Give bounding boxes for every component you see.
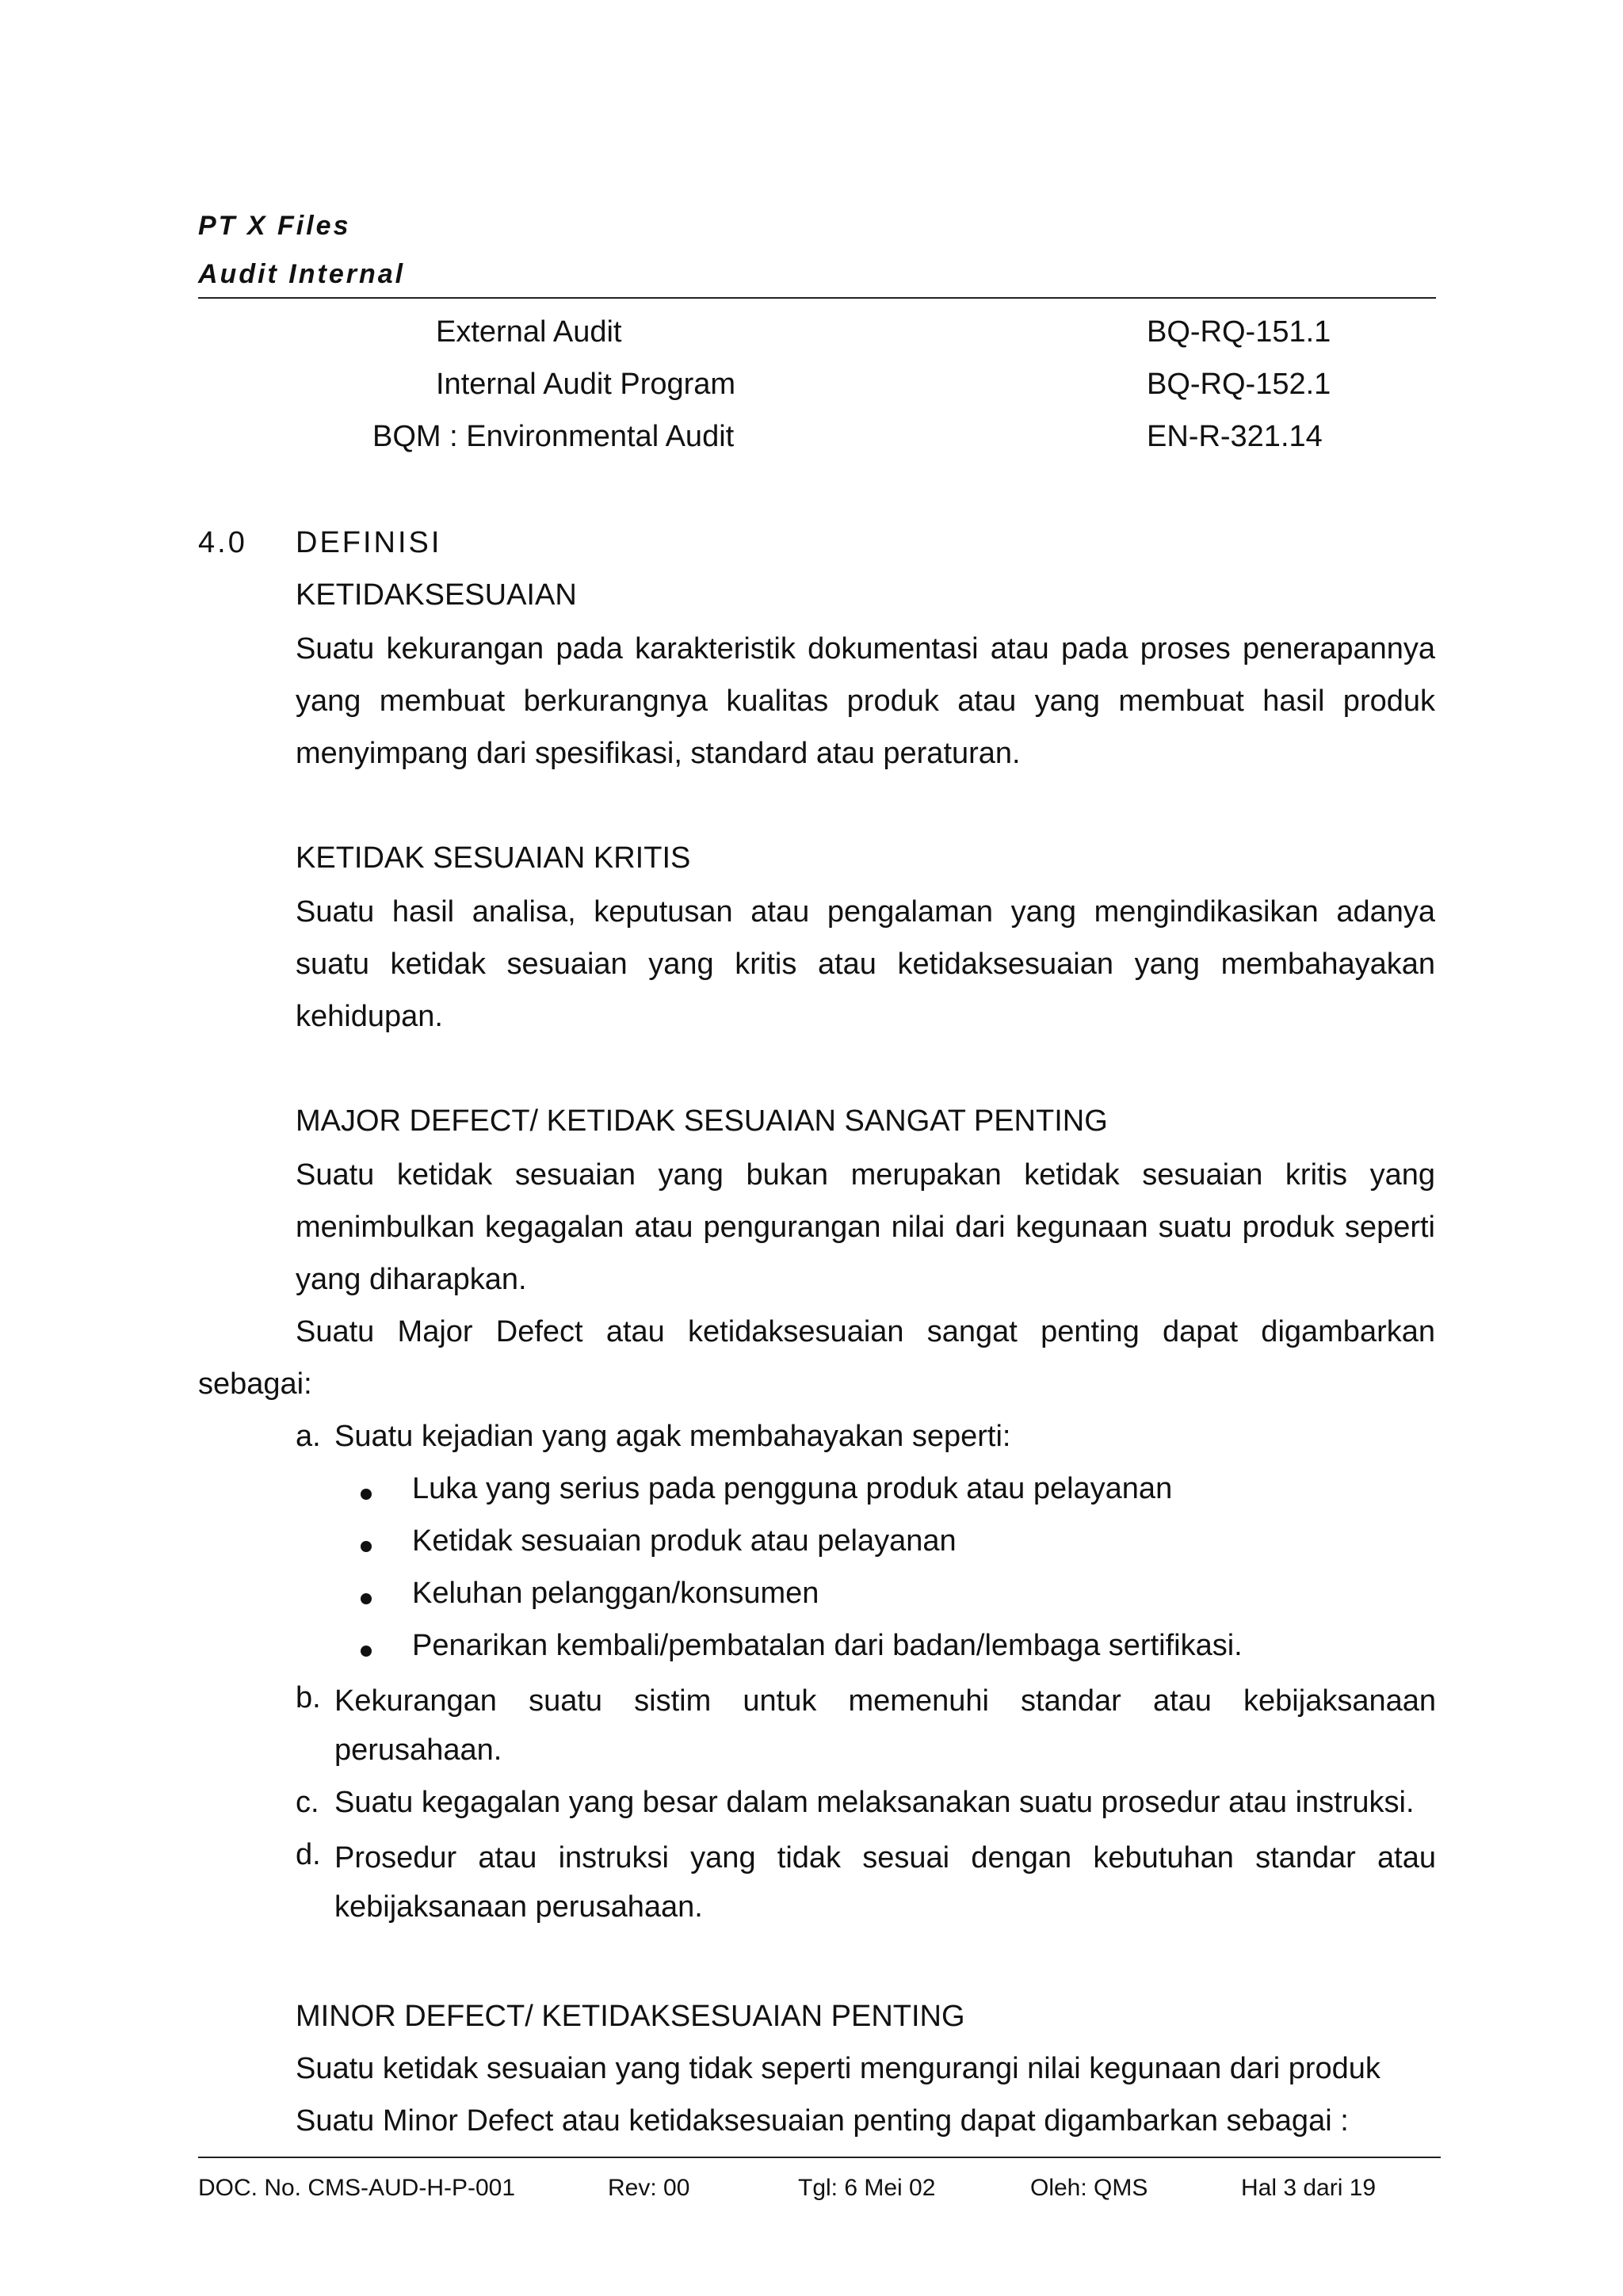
definition-intro-continuation: sebagai: [198, 1367, 312, 1401]
definition-line: yang membuat berkurangnya kualitas produk atau yang membuat hasil produk [296, 685, 1435, 718]
list-marker: b. [296, 1681, 321, 1714]
definition-line: Suatu kekurangan pada karakteristik dokumentasi atau pada proses penerapannya [296, 632, 1435, 666]
reference-code: BQ-RQ-151.1 [1147, 315, 1331, 349]
list-marker: c. [296, 1786, 319, 1819]
definition-line: suatu ketidak sesuaian yang kritis atau ketidaksesuaian yang membahayakan [296, 948, 1435, 981]
footer-page-number: Hal 3 dari 19 [1241, 2175, 1377, 2201]
list-item-text: Suatu kegagalan yang besar dalam melaksanakan suatu prosedur atau instruksi. [334, 1786, 1415, 1819]
bullet-item-text: Ketidak sesuaian produk atau pelayanan [412, 1524, 957, 1558]
definition-line: kehidupan. [296, 1000, 443, 1033]
definition-line: menyimpang dari spesifikasi, standard atau peraturan. [296, 737, 1021, 770]
bullet-icon [361, 1541, 372, 1552]
definition-term: KETIDAK SESUAIAN KRITIS [296, 841, 691, 875]
footer-revision: Rev: 00 [608, 2175, 690, 2201]
section-title: DEFINISI [296, 526, 442, 559]
definition-term: KETIDAKSESUAIAN [296, 578, 577, 612]
bullet-icon [361, 1489, 372, 1500]
list-item-continuation: kebijaksanaan perusahaan. [334, 1890, 703, 1924]
list-item-continuation: perusahaan. [334, 1733, 502, 1767]
definition-line: menimbulkan kegagalan atau pengurangan nilai dari kegunaan suatu produk seperti [296, 1211, 1435, 1244]
reference-code: EN-R-321.14 [1147, 420, 1323, 453]
definition-line: yang diharapkan. [296, 1263, 527, 1296]
bullet-item-text: Luka yang serius pada pengguna produk atau pelayanan [412, 1472, 1173, 1505]
definition-intro-line: Suatu Major Defect atau ketidaksesuaian sangat penting dapat digambarkan [296, 1315, 1435, 1348]
definition-line: Suatu ketidak sesuaian yang tidak seperti mengurangi nilai kegunaan dari produk [296, 2052, 1381, 2085]
bullet-item-text: Penarikan kembali/pembatalan dari badan/lembaga sertifikasi. [412, 1629, 1243, 1662]
footer-date: Tgl: 6 Mei 02 [798, 2175, 936, 2201]
definition-line: Suatu Minor Defect atau ketidaksesuaian penting dapat digambarkan sebagai : [296, 2104, 1349, 2138]
company-name: PT X Files [198, 211, 351, 241]
reference-name: External Audit [436, 315, 622, 349]
list-item-text: Suatu kejadian yang agak membahayakan seperti: [334, 1420, 1011, 1453]
reference-code: BQ-RQ-152.1 [1147, 368, 1331, 401]
section-number: 4.0 [198, 526, 247, 559]
bullet-icon [361, 1593, 372, 1604]
definition-term: MAJOR DEFECT/ KETIDAK SESUAIAN SANGAT PENTING [296, 1104, 1108, 1138]
list-marker: a. [296, 1420, 321, 1453]
bullet-icon [361, 1646, 372, 1657]
list-marker: d. [296, 1838, 321, 1871]
list-item-text: Prosedur atau instruksi yang tidak sesuai dengan kebutuhan standar atau [334, 1841, 1436, 1875]
reference-name: Internal Audit Program [436, 368, 736, 401]
definition-line: Suatu ketidak sesuaian yang bukan merupakan ketidak sesuaian kritis yang [296, 1158, 1435, 1192]
reference-name: BQM : Environmental Audit [372, 420, 735, 453]
document-title: Audit Internal [198, 259, 406, 289]
list-item-text: Kekurangan suatu sistim untuk memenuhi standar atau kebijaksanaan [334, 1684, 1436, 1718]
definition-term: MINOR DEFECT/ KETIDAKSESUAIAN PENTING [296, 2000, 965, 2033]
footer-doc-number: DOC. No. CMS-AUD-H-P-001 [198, 2175, 516, 2201]
header-divider [198, 297, 1436, 299]
footer-divider [198, 2157, 1441, 2158]
bullet-item-text: Keluhan pelanggan/konsumen [412, 1577, 819, 1610]
footer-author: Oleh: QMS [1030, 2175, 1148, 2201]
definition-line: Suatu hasil analisa, keputusan atau pengalaman yang mengindikasikan adanya [296, 895, 1435, 929]
